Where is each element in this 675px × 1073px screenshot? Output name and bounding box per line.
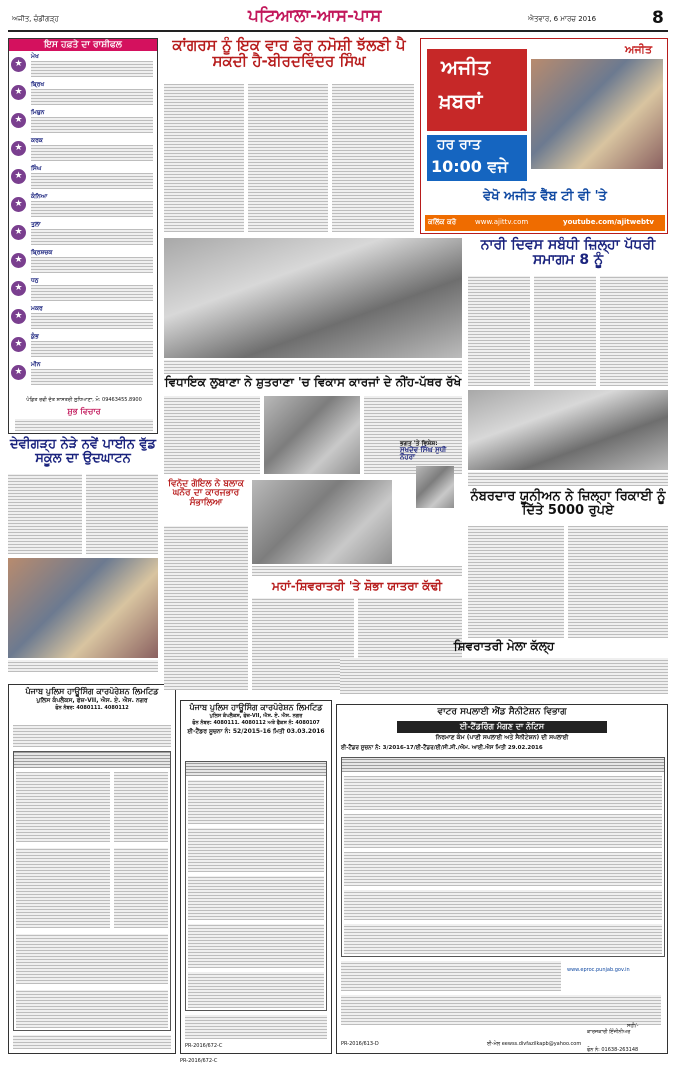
table-row (344, 814, 662, 848)
ajit-ad-click: ਕਲਿੱਕ ਕਰੋ (428, 218, 457, 226)
horoscope-box (8, 38, 158, 434)
tender-left-table (13, 751, 171, 1031)
tender-left (8, 684, 176, 1054)
vidhayak-text-1 (164, 396, 260, 474)
zodiac-name: ਤੁਲਾ (31, 221, 41, 228)
devigarh-caption (8, 660, 158, 672)
vidhayak-photo (264, 396, 360, 474)
ajit-ad-photo (531, 59, 663, 169)
zodiac-text (31, 173, 153, 189)
tender-right-role: ਕਾਰਜਕਾਰੀ ਇੰਜੀਨੀਅਰ (587, 1029, 631, 1035)
main-story (164, 38, 414, 234)
table-header (14, 752, 170, 768)
zodiac-icon: ★ (11, 337, 26, 352)
zodiac-text (31, 89, 153, 105)
zodiac-name: ਬ੍ਰਿਖ (31, 81, 45, 88)
horoscope-item (11, 305, 155, 331)
bhagat-box (400, 440, 462, 510)
horoscope-item (11, 277, 155, 303)
zodiac-icon: ★ (11, 309, 26, 324)
tender-right-sign: ਸਹੀ/- (627, 1023, 639, 1029)
thought-title: ਸ਼ੁਭ ਵਿਚਾਰ (67, 407, 101, 416)
horoscope-item (11, 81, 155, 107)
page-title: ਪਟਿਆਲਾ-ਆਸ-ਪਾਸ (248, 6, 382, 26)
table-row (16, 848, 110, 928)
table-row (344, 890, 662, 920)
center-photo (164, 238, 462, 358)
nari-text-2 (534, 276, 596, 386)
zodiac-icon: ★ (11, 253, 26, 268)
zodiac-icon: ★ (11, 281, 26, 296)
horoscope-item (11, 109, 155, 135)
horoscope-item (11, 165, 155, 191)
zodiac-name: ਮਿਥੁਨ (31, 109, 45, 116)
ajit-ad-banner (427, 49, 527, 131)
nari-photo (468, 390, 668, 470)
zodiac-text (31, 61, 153, 77)
vidhayak-headline: ਵਿਧਾਇਕ ਲੁਬਾਣਾ ਨੇ ਸ਼ੁਤਰਾਣਾ 'ਚ ਵਿਕਾਸ ਕਾਰਜਾਂ ਦੇ ਨੀਂਹ-ਪੱਥਰ ਰੱਖੇ (164, 375, 462, 389)
table-row (344, 852, 662, 886)
main-headline: ਕਾਂਗਰਸ ਨੂੰ ਇਕ ਵਾਰ ਫੇਰ ਨਮੋਸ਼ੀ ਝੱਲਣੀ ਪੈ ਸਕਦੀ ਹੈ-ਬੀਰਦਵਿੰਦਰ ਸਿੰਘ (172, 36, 406, 70)
numberdar-text-2 (568, 526, 668, 638)
zodiac-text (31, 313, 153, 329)
tender-mid-table (185, 761, 327, 1011)
vinod-headline: ਵਿਨੋਦ ਗੋਇਲ ਨੇ ਬਲਾਕ ਘਨੌਰ ਦਾ ਕਾਰਜਭਾਰ ਸੰਭਾਲਿਆ (168, 479, 244, 508)
tender-left-phone: ਫੋਨ ਨੰਬਰ: 4080111. 4080112 (55, 704, 129, 711)
zodiac-name: ਮਕਰ (31, 305, 43, 312)
yatra-photo (252, 480, 392, 564)
table-header (342, 758, 664, 772)
ajit-ad-url1[interactable]: www.ajittv.com (475, 218, 529, 226)
tender-right-sub: ਨਿਰਮਾਣ ਕੰਮ (ਪਾਣੀ ਸਪਲਾਈ ਅਤੇ ਸੈਨੀਟੇਸ਼ਨ) ਦੀ ਸਪਲਾਈ (435, 734, 569, 741)
table-row (344, 924, 662, 954)
zodiac-text (31, 229, 153, 245)
tender-right-title: ਈ-ਟੈਂਡਰਿੰਗ ਮੰਗਣ ਦਾ ਨੋਟਿਸ (459, 722, 545, 731)
table-row (16, 772, 110, 842)
zodiac-icon: ★ (11, 365, 26, 380)
zodiac-text (31, 201, 153, 217)
zodiac-name: ਮੇਖ (31, 53, 39, 60)
zodiac-name: ਧਨੁ (31, 277, 39, 284)
masthead-date: ਐਤਵਾਰ, 6 ਮਾਰਚ 2016 (528, 15, 597, 23)
main-text-2 (248, 84, 328, 232)
zodiac-text (31, 257, 153, 273)
yatra-text-1 (252, 598, 354, 690)
zodiac-text (31, 341, 153, 357)
vinod-text (164, 526, 248, 690)
table-row (344, 776, 662, 810)
main-text-1 (164, 84, 244, 232)
nari-photo-caption (468, 472, 668, 486)
nari-text-3 (600, 276, 668, 386)
nari-story (468, 238, 668, 386)
nari-headline: ਨਾਰੀ ਦਿਵਸ ਸਬੰਧੀ ਜ਼ਿਲ੍ਹਾ ਪੱਧਰੀ ਸਮਾਗਮ 8 ਨੂੰ (480, 237, 656, 268)
devigarh-text (8, 474, 82, 554)
page-number: 8 (652, 8, 664, 28)
zodiac-icon: ★ (11, 57, 26, 72)
masthead-left: ਅਜੀਤ, ਚੰਡੀਗੜ੍ਹ (12, 15, 59, 23)
numberdar-story (468, 490, 668, 640)
horoscope-item (11, 137, 155, 163)
zodiac-name: ਮੀਨ (31, 361, 41, 368)
mela-text (340, 658, 668, 694)
ajit-ad-time-box (427, 135, 527, 181)
numberdar-text-1 (468, 526, 564, 638)
zodiac-text (31, 369, 153, 385)
tender-left-intro (13, 725, 171, 747)
zodiac-icon: ★ (11, 141, 26, 156)
zodiac-icon: ★ (11, 85, 26, 100)
table-row (188, 780, 324, 824)
main-text-3 (332, 84, 414, 232)
ajit-ad-url2[interactable]: youtube.com/ajitwebtv (563, 218, 654, 226)
table-row (16, 990, 168, 1028)
horoscope-item (11, 193, 155, 219)
yatra-caption (252, 566, 462, 576)
table-row (188, 924, 324, 968)
ajit-ad-time: 10:00 ਵਜੇ (431, 157, 508, 176)
ajit-ad-logo: ਅਜੀਤ (625, 43, 652, 56)
yatra-headline: ਮਹਾਂ-ਸ਼ਿਵਰਾਤਰੀ 'ਤੇ ਸ਼ੋਭਾ ਯਾਤਰਾ ਕੱਢੀ (272, 579, 442, 593)
numberdar-headline: ਨੰਬਰਦਾਰ ਯੂਨੀਅਨ ਨੇ ਜ਼ਿਲ੍ਹਾ ਰਿਕਾਈ ਨੂੰ ਦਿੱਤੇ 5000 ਰੁਪਏ (470, 489, 666, 518)
table-header (186, 762, 326, 776)
zodiac-text (31, 145, 153, 161)
zodiac-icon: ★ (11, 197, 26, 212)
ajit-ad-line1: ਅਜੀਤ (441, 55, 491, 79)
table-row (114, 848, 168, 928)
ajit-ad-line2: ਖ਼ਬਰਾਂ (439, 89, 483, 113)
bhagat-name: ਸੁਖਦੇਵ ਸਿੰਘ ਸੁਧੀ ਨੌਹਰਾ (400, 446, 447, 461)
table-row (16, 934, 168, 984)
zodiac-name: ਸਿੰਘ (31, 165, 42, 172)
horoscope-item (11, 53, 155, 79)
table-row (188, 828, 324, 872)
zodiac-text (31, 285, 153, 301)
ajit-ad-time-label: ਹਰ ਰਾਤ (437, 137, 481, 153)
nari-text-1 (468, 276, 530, 386)
devigarh-story (8, 438, 158, 678)
horoscope-list (9, 53, 157, 393)
zodiac-icon: ★ (11, 225, 26, 240)
tender-right-phone: ਫੋਨ ਨੰ: 01638-263148 (587, 1047, 639, 1053)
mela-headline: ਸ਼ਿਵਰਾਤਰੀ ਮੇਲਾ ਕੱਲ੍ਹ (453, 639, 555, 653)
tender-mid-address: ਪੁਲਿਸ ਕੰਪਲੈਕਸ, ਫੇਜ਼-VII, ਐਸ. ਏ. ਐਸ. ਨਗਰ (209, 713, 303, 720)
zodiac-icon: ★ (11, 169, 26, 184)
tender-right-title-bar (397, 721, 607, 733)
ajit-ad-webtv: ਵੇਖੋ ਅਜੀਤ ਵੈੱਬ ਟੀ ਵੀ 'ਤੇ (483, 189, 607, 204)
vinod-story (164, 480, 248, 690)
zodiac-name: ਬ੍ਰਿਸ਼ਚਕ (31, 249, 53, 256)
mela-story (340, 640, 668, 700)
horoscope-item (11, 333, 155, 359)
tender-right-website[interactable]: www.eproc.punjab.gov.in (567, 967, 630, 973)
ajit-ad-link-bar[interactable] (425, 215, 665, 231)
horoscope-header: ਇਸ ਹਫ਼ਤੇ ਦਾ ਰਾਸ਼ੀਫਲ (9, 39, 157, 51)
horoscope-item (11, 361, 155, 387)
tender-mid-phone: ਫੋਨ ਨੰਬਰ: 4080111. 4080112 ਅਤੇ ਫੈਕਸ ਨੰ: 4080107 (192, 719, 320, 726)
tender-mid-org: ਪੰਜਾਬ ਪੁਲਿਸ ਹਾਊਸਿੰਗ ਕਾਰਪੋਰੇਸ਼ਨ ਲਿਮਟਿਡ (189, 703, 323, 712)
horoscope-author: ਪੰਡਿਤ ਰਵੀ ਦੱਤ ਸ਼ਾਸਤਰੀ ਲੁਧਿਆਣਾ, ਮੋ: 09463455.8900 (26, 397, 142, 403)
table-row (188, 876, 324, 920)
zodiac-name: ਕੰਨਿਆ (31, 193, 48, 200)
table-row (114, 772, 168, 842)
masthead (8, 6, 668, 32)
tender-right-dates (341, 961, 561, 991)
zodiac-name: ਕਰਕ (31, 137, 43, 144)
table-row (188, 972, 324, 1008)
devigarh-text-2 (86, 474, 158, 554)
tender-mid (180, 700, 332, 1054)
ajit-webtv-ad[interactable] (420, 38, 668, 234)
bhagat-photo (416, 466, 454, 508)
horoscope-item (11, 221, 155, 247)
zodiac-text (31, 117, 153, 133)
devigarh-headline: ਦੇਵੀਗੜ੍ਹ ਨੇੜੇ ਨਵੇਂ ਪਾਈਨ ਵੁੱਡ ਸਕੂਲ ਦਾ ਉਦਘਾਟਨ (9, 437, 157, 466)
tender-left-address: ਪੁਲਿਸ ਕੰਪਲੈਕਸ, ਫੇਜ਼-VII, ਐਸ. ਏ. ਐਸ. ਨਗਰ (36, 697, 148, 705)
center-photo-caption (164, 360, 462, 374)
tender-right-dept: ਵਾਟਰ ਸਪਲਾਈ ਐਂਡ ਸੈਨੀਟੇਸ਼ਨ ਵਿਭਾਗ (437, 707, 567, 717)
tender-mid-notice: ਈ-ਟੈਂਡਰ ਸੂਚਨਾ ਨੰ: 52/2015-16 ਮਿਤੀ 03.03.2016 (187, 727, 325, 735)
tender-left-footer (13, 1035, 171, 1049)
zodiac-name: ਕੁੰਭ (31, 333, 39, 340)
horoscope-item (11, 249, 155, 275)
bhagat-label: ਭਗਤ 'ਤੇ ਵਿਸ਼ੇਸ਼: (400, 440, 438, 447)
zodiac-icon: ★ (11, 113, 26, 128)
tender-right-notes (341, 995, 661, 1025)
tender-right (336, 704, 668, 1054)
tender-right-email[interactable]: ਈ-ਮੇਲ eewss.divfazilkapb@yahoo.com (487, 1041, 582, 1047)
tender-left-org: ਪੰਜਾਬ ਪੁਲਿਸ ਹਾਊਸਿੰਗ ਕਾਰਪੋਰੇਸ਼ਨ ਲਿਮਟਿਡ (25, 687, 159, 696)
tender-right-notice: ਈ-ਟੈਂਡਰ ਸੂਚਨਾ ਨੰ: 3/2016-17/ਈ-ਟੈਂਡਰ/ਈ/ਸੀ.ਸੀ./ਐਮ. ਆਈ.ਐਸ ਮਿਤੀ 29.02.2016 (341, 745, 543, 751)
tender-right-table (341, 757, 665, 957)
devigarh-photo (8, 558, 158, 658)
thought-text (15, 419, 153, 431)
tender-mid-code: PR-2016/672-C (185, 1043, 223, 1049)
tender-right-code: PR-2016/613-D (341, 1041, 379, 1047)
tender-mid-footer (185, 1015, 327, 1039)
footer-code: PR-2016/672-C (180, 1058, 218, 1064)
